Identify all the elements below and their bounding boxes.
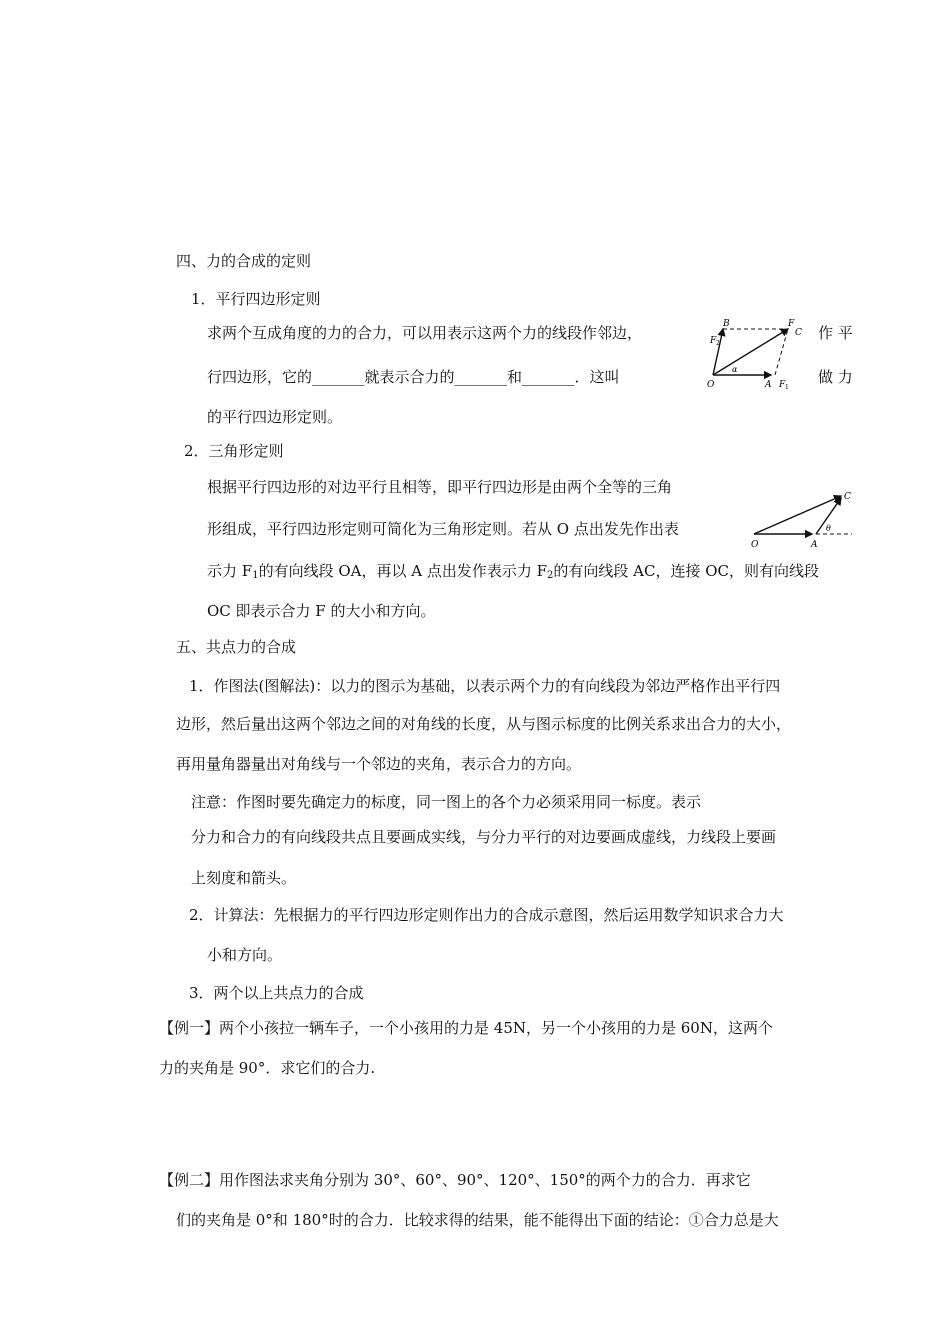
section5-heading: 五、共点力的合成: [176, 638, 297, 656]
triangle-rule-title: 2．三角形定则: [184, 442, 284, 460]
figure1-label-o: O: [707, 380, 715, 390]
parallelogram-rule-line-1-right: 作 平: [818, 324, 853, 342]
example1-line-1: 【例一】两个小孩拉一辆车子，一个小孩用的力是 45N，另一个小孩用的力是 60N，这两个: [159, 1019, 773, 1037]
triangle-rule-line-4: OC 即表示合力 F 的大小和方向。: [207, 602, 436, 620]
figure1-angle-label: α: [732, 365, 738, 374]
example2-line-1: 【例二】用作图法求夹角分别为 30°、60°、90°、120°、150°的两个力的合力．再求它: [159, 1171, 751, 1189]
figure1-label-f: F: [788, 319, 795, 329]
parallelogram-rule-line-2-right: 做 力: [818, 368, 853, 386]
graphic-method-line-1: 1．作图法(图解法)：以力的图示为基础，以表示两个力的有向线段为邻边严格作出平行四: [189, 677, 781, 695]
multiple-forces-title: 3．两个以上共点力的合成: [189, 984, 364, 1002]
figure2-label-c: C: [844, 492, 851, 502]
parallelogram-rule-line-3: 的平行四边形定则。: [207, 408, 343, 426]
figure1-label-f2: F: [710, 336, 717, 346]
triangle-rule-line-3-c: 的有向线段 AC，连接 OC，则有向线段: [553, 562, 820, 580]
force-f1-subscript: 1: [252, 570, 259, 581]
parallelogram-rule-line-2: 行四边形，它的_______就表示合力的_______和_______．这叫: [207, 368, 620, 386]
figure2-label-o: O: [751, 540, 759, 550]
figure1-label-b: B: [723, 319, 730, 329]
figure2-angle-label: θ: [826, 524, 831, 533]
calculation-method-line-1: 2．计算法：先根据力的平行四边形定则作出力的合成示意图，然后运用数学知识求合力大: [189, 906, 784, 924]
parallelogram-rule-line-1: 求两个互成角度的力的合力，可以用表示这两个力的线段作邻边，: [207, 324, 643, 342]
figure1-label-f1: F: [779, 380, 786, 390]
calculation-method-line-2: 小和方向。: [207, 946, 283, 964]
parallelogram-figure: [703, 315, 813, 395]
triangle-rule-line-3-a: 示力 F: [207, 562, 253, 580]
triangle-rule-line-2: 形组成，平行四边形定则可简化为三角形定则。若从 O 点出发先作出表: [207, 520, 679, 538]
parallelogram-rule-title: 1．平行四边形定则: [191, 290, 321, 308]
triangle-rule-line-3: [207, 561, 819, 586]
figure1-label-f1-sub: 1: [785, 384, 789, 391]
section4-heading: 四、力的合成的定则: [176, 252, 312, 270]
triangle-rule-line-3-b: 的有向线段 OA，再以 A 点出发作表示力 F: [258, 562, 548, 580]
note-line-2: 分力和合力的有向线段共点且要画成实线，与分力平行的对边要画成虚线，力线段上要画: [191, 828, 777, 846]
example1-line-2: 力的夹角是 90°．求它们的合力.: [159, 1059, 376, 1077]
force-f2-subscript: 2: [547, 570, 554, 581]
figure2-label-a: A: [811, 540, 818, 550]
graphic-method-line-2: 边形，然后量出这两个邻边之间的对角线的长度，从与图示标度的比例关系求出合力的大小，: [176, 715, 792, 733]
figure1-label-a: A: [765, 380, 772, 390]
figure1-label-c: C: [795, 328, 802, 338]
note-line-1: 注意：作图时要先确定力的标度，同一图上的各个力必须采用同一标度。表示: [191, 793, 702, 811]
example2-line-2: 们的夹角是 0°和 180°时的合力．比较求得的结果，能不能得出下面的结论：①合力总是大: [176, 1211, 779, 1229]
note-line-3: 上刻度和箭头。: [191, 869, 297, 887]
triangle-rule-line-1: 根据平行四边形的对边平行且相等，即平行四边形是由两个全等的三角: [207, 478, 673, 496]
graphic-method-line-3: 再用量角器量出对角线与一个邻边的夹角，表示合力的方向。: [176, 755, 582, 773]
triangle-figure: [748, 486, 858, 552]
figure1-label-f2-sub: 2: [716, 340, 720, 347]
